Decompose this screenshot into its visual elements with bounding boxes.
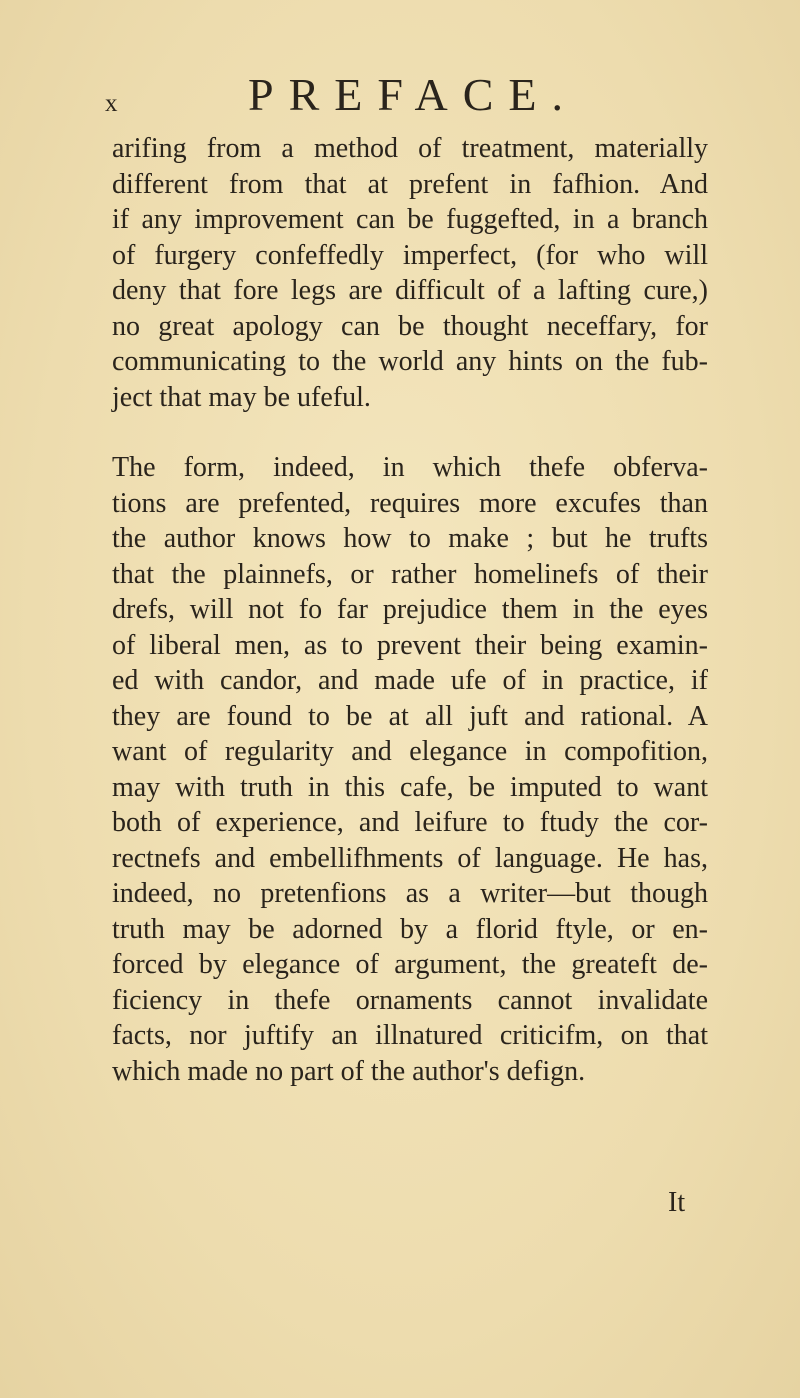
text-line: of furgery confeffedly imperfect, (for who will xyxy=(112,239,708,271)
text-line: ject that may be ufeful. xyxy=(112,381,371,413)
body-text xyxy=(112,131,708,1089)
text-line: arifing from a method of treatment, materially xyxy=(112,133,708,164)
paragraph-2 xyxy=(112,450,708,1089)
text-line: may with truth in this cafe, be imputed to want xyxy=(112,771,708,803)
text-line: tions are prefented, requires more excufes than xyxy=(112,487,708,519)
running-title: PREFACE. xyxy=(248,69,579,120)
paragraph-gap xyxy=(112,415,708,450)
text-line: ed with candor, and made ufe of in practice, if xyxy=(112,665,708,696)
text-line: communicating to the world any hints on the fub- xyxy=(112,346,708,377)
text-line: indeed, no pretenfions as a writer—but though xyxy=(112,878,708,909)
text-line: The form, indeed, in which thefe obferva- xyxy=(112,452,708,483)
text-line: they are found to be at all juft and rational. A xyxy=(112,700,708,732)
text-line: which made no part of the author's defign. xyxy=(112,1055,586,1087)
text-line: drefs, will not fo far prejudice them in the eyes xyxy=(112,594,708,625)
text-line: deny that fore legs are difficult of a lafting cure,) xyxy=(112,275,708,306)
text-line: ficiency in thefe ornaments cannot invalidate xyxy=(112,984,708,1016)
text-line: different from that at prefent in fafhion. And xyxy=(112,168,708,200)
text-line: truth may be adorned by a florid ftyle, or en- xyxy=(112,913,708,945)
text-line: of liberal men, as to prevent their being examin- xyxy=(112,629,708,661)
text-line: that the plainnefs, or rather homelinefs of their xyxy=(112,558,708,590)
paragraph-1 xyxy=(112,131,708,415)
text-line: forced by elegance of argument, the greateft de- xyxy=(112,949,708,980)
text-line: rectnefs and embellifhments of language. He has, xyxy=(112,842,708,874)
catchword: It xyxy=(668,1187,686,1218)
page-header xyxy=(0,70,800,120)
text-line: both of experience, and leifure to ftudy the cor- xyxy=(112,807,708,838)
text-line: want of regularity and elegance in compofition, xyxy=(112,736,708,767)
text-line: no great apology can be thought neceffary, for xyxy=(112,310,708,342)
text-line: facts, nor juftify an illnatured criticifm, on that xyxy=(112,1020,708,1051)
page-number: x xyxy=(105,90,119,117)
text-line: the author knows how to make ; but he trufts xyxy=(112,523,708,554)
text-line: if any improvement can be fuggefted, in a branch xyxy=(112,204,708,235)
